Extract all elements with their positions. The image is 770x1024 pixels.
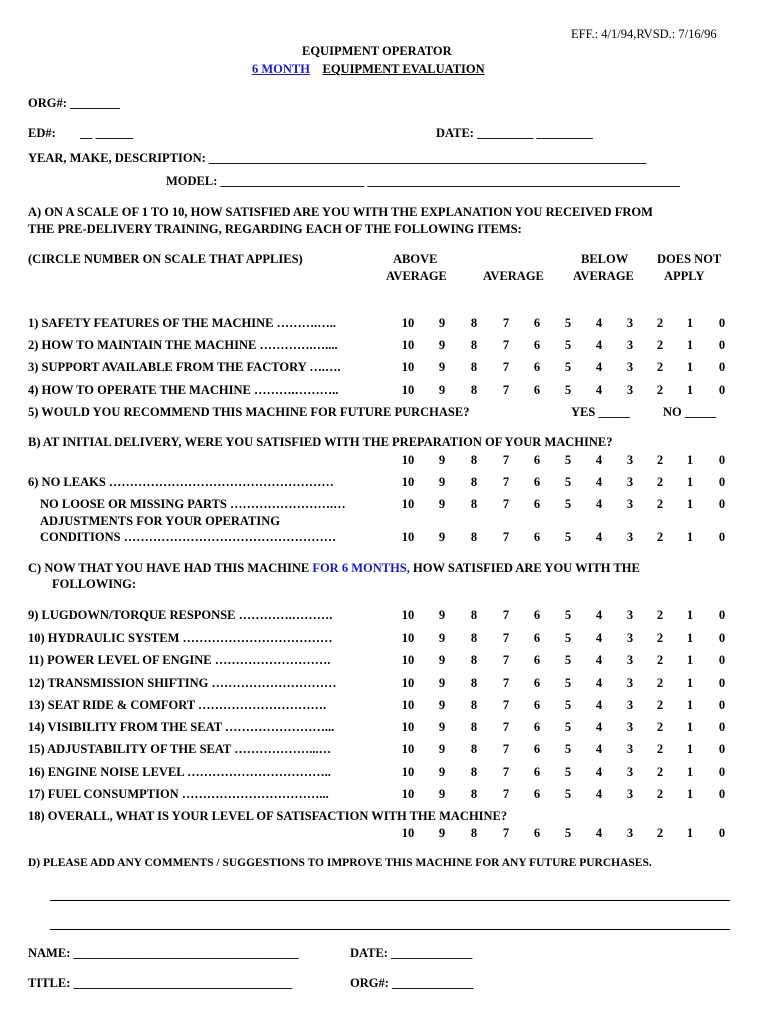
rating-option-3[interactable]: 3 bbox=[626, 765, 634, 779]
rating-option-9[interactable]: 9 bbox=[438, 698, 446, 712]
rating-option-7[interactable]: 7 bbox=[502, 316, 510, 330]
rating-option-4[interactable]: 4 bbox=[595, 338, 603, 352]
section-d-heading: D) PLEASE ADD ANY COMMENTS / SUGGESTIONS TO IMPROVE THIS MACHINE FOR ANY FUTURE PURCHASES. bbox=[28, 857, 652, 869]
rating-option-8[interactable]: 8 bbox=[470, 453, 478, 467]
rating-option-6[interactable]: 6 bbox=[533, 383, 541, 397]
subtitle-period: 6 MONTH bbox=[252, 62, 310, 76]
rating-option-1[interactable]: 1 bbox=[686, 383, 694, 397]
rating-option-1[interactable]: 1 bbox=[686, 631, 694, 645]
col-above-1: ABOVE bbox=[393, 252, 438, 266]
rating-option-10[interactable]: 10 bbox=[401, 742, 415, 756]
question-16: 16) ENGINE NOISE LEVEL …………………………….. bbox=[28, 765, 331, 779]
rating-option-7[interactable]: 7 bbox=[502, 742, 510, 756]
rating-option-0[interactable]: 0 bbox=[718, 826, 726, 840]
rating-option-5[interactable]: 5 bbox=[564, 765, 572, 779]
rating-option-6[interactable]: 6 bbox=[533, 698, 541, 712]
rating-option-8[interactable]: 8 bbox=[470, 316, 478, 330]
rating-option-4[interactable]: 4 bbox=[595, 383, 603, 397]
rating-option-7[interactable]: 7 bbox=[502, 676, 510, 690]
rating-option-4[interactable]: 4 bbox=[595, 453, 603, 467]
rating-option-5[interactable]: 5 bbox=[564, 698, 572, 712]
question-4: 4) HOW TO OPERATE THE MACHINE ……….……….. bbox=[28, 383, 339, 397]
rating-option-2[interactable]: 2 bbox=[656, 698, 664, 712]
rating-option-8[interactable]: 8 bbox=[470, 765, 478, 779]
col-na-2: APPLY bbox=[664, 269, 705, 283]
rating-option-5[interactable]: 5 bbox=[564, 631, 572, 645]
rating-option-0[interactable]: 0 bbox=[718, 338, 726, 352]
rating-option-0[interactable]: 0 bbox=[718, 497, 726, 511]
rating-option-5[interactable]: 5 bbox=[564, 608, 572, 622]
rating-option-2[interactable]: 2 bbox=[656, 742, 664, 756]
rating-option-10[interactable]: 10 bbox=[401, 453, 415, 467]
rating-option-4[interactable]: 4 bbox=[595, 653, 603, 667]
rating-option-3[interactable]: 3 bbox=[626, 720, 634, 734]
subtitle-rest: EQUIPMENT EVALUATION bbox=[322, 62, 485, 76]
rating-option-3[interactable]: 3 bbox=[626, 742, 634, 756]
question-1: 1) SAFETY FEATURES OF THE MACHINE ……….….. bbox=[28, 316, 337, 330]
rating-option-2[interactable]: 2 bbox=[656, 453, 664, 467]
rating-option-0[interactable]: 0 bbox=[718, 787, 726, 801]
rating-option-3[interactable]: 3 bbox=[626, 383, 634, 397]
rating-option-9[interactable]: 9 bbox=[438, 383, 446, 397]
rating-option-10[interactable]: 10 bbox=[401, 475, 415, 489]
ed-label: ED#: bbox=[28, 126, 56, 140]
rating-option-7[interactable]: 7 bbox=[502, 653, 510, 667]
rating-option-8[interactable]: 8 bbox=[470, 742, 478, 756]
rating-option-5[interactable]: 5 bbox=[564, 475, 572, 489]
rating-option-1[interactable]: 1 bbox=[686, 787, 694, 801]
rating-option-6[interactable]: 6 bbox=[533, 608, 541, 622]
rating-option-0[interactable]: 0 bbox=[718, 475, 726, 489]
rating-option-5[interactable]: 5 bbox=[564, 360, 572, 374]
org-field[interactable]: ORG#: ________ bbox=[28, 96, 121, 110]
rating-option-0[interactable]: 0 bbox=[718, 720, 726, 734]
rating-option-8[interactable]: 8 bbox=[470, 338, 478, 352]
col-average: AVERAGE bbox=[483, 269, 544, 283]
rating-option-5[interactable]: 5 bbox=[564, 530, 572, 544]
date-field[interactable]: DATE: _________ _________ bbox=[436, 126, 593, 140]
rating-option-9[interactable]: 9 bbox=[438, 530, 446, 544]
rating-option-6[interactable]: 6 bbox=[533, 742, 541, 756]
rating-option-10[interactable]: 10 bbox=[401, 698, 415, 712]
question-9: 9) LUGDOWN/TORQUE RESPONSE ………….………. bbox=[28, 608, 333, 622]
section-a-heading-2: THE PRE-DELIVERY TRAINING, REGARDING EACH OF THE FOLLOWING ITEMS: bbox=[28, 222, 522, 236]
rating-option-10[interactable]: 10 bbox=[401, 720, 415, 734]
rating-option-1[interactable]: 1 bbox=[686, 698, 694, 712]
rating-option-0[interactable]: 0 bbox=[718, 608, 726, 622]
title-field[interactable]: TITLE: ___________________________________ bbox=[28, 976, 293, 990]
rating-option-1[interactable]: 1 bbox=[686, 720, 694, 734]
q5-no-option[interactable]: NO _____ bbox=[663, 405, 717, 419]
rating-option-2[interactable]: 2 bbox=[656, 530, 664, 544]
rating-option-6[interactable]: 6 bbox=[533, 765, 541, 779]
rating-option-3[interactable]: 3 bbox=[626, 338, 634, 352]
question-8-line-2: CONDITIONS …………………………………………… bbox=[40, 530, 337, 544]
rating-option-5[interactable]: 5 bbox=[564, 383, 572, 397]
col-below-2: AVERAGE bbox=[573, 269, 634, 283]
rating-option-8[interactable]: 8 bbox=[470, 826, 478, 840]
rating-option-7[interactable]: 7 bbox=[502, 608, 510, 622]
rating-option-7[interactable]: 7 bbox=[502, 453, 510, 467]
rating-option-4[interactable]: 4 bbox=[595, 475, 603, 489]
rating-option-3[interactable]: 3 bbox=[626, 631, 634, 645]
rating-option-4[interactable]: 4 bbox=[595, 631, 603, 645]
rating-option-3[interactable]: 3 bbox=[626, 316, 634, 330]
rating-option-4[interactable]: 4 bbox=[595, 497, 603, 511]
rating-option-2[interactable]: 2 bbox=[656, 653, 664, 667]
rating-option-1[interactable]: 1 bbox=[686, 475, 694, 489]
rating-option-9[interactable]: 9 bbox=[438, 360, 446, 374]
rating-option-1[interactable]: 1 bbox=[686, 676, 694, 690]
rating-option-1[interactable]: 1 bbox=[686, 530, 694, 544]
question-8-line-1: ADJUSTMENTS FOR YOUR OPERATING bbox=[40, 514, 280, 528]
rating-option-4[interactable]: 4 bbox=[595, 360, 603, 374]
rating-option-8[interactable]: 8 bbox=[470, 787, 478, 801]
rating-option-10[interactable]: 10 bbox=[401, 608, 415, 622]
rating-option-6[interactable]: 6 bbox=[533, 453, 541, 467]
rating-option-2[interactable]: 2 bbox=[656, 383, 664, 397]
rating-option-9[interactable]: 9 bbox=[438, 720, 446, 734]
rating-option-6[interactable]: 6 bbox=[533, 360, 541, 374]
rating-option-2[interactable]: 2 bbox=[656, 631, 664, 645]
rating-option-3[interactable]: 3 bbox=[626, 826, 634, 840]
rating-option-9[interactable]: 9 bbox=[438, 608, 446, 622]
rating-option-2[interactable]: 2 bbox=[656, 765, 664, 779]
rating-option-3[interactable]: 3 bbox=[626, 608, 634, 622]
rating-option-7[interactable]: 7 bbox=[502, 720, 510, 734]
rating-option-0[interactable]: 0 bbox=[718, 742, 726, 756]
rating-option-6[interactable]: 6 bbox=[533, 530, 541, 544]
question-10: 10) HYDRAULIC SYSTEM ……………………………… bbox=[28, 631, 333, 645]
rating-option-0[interactable]: 0 bbox=[718, 631, 726, 645]
rating-option-6[interactable]: 6 bbox=[533, 826, 541, 840]
rating-option-7[interactable]: 7 bbox=[502, 383, 510, 397]
rating-option-3[interactable]: 3 bbox=[626, 676, 634, 690]
rating-option-10[interactable]: 10 bbox=[401, 826, 415, 840]
name-field[interactable]: NAME: ____________________________________ bbox=[28, 946, 299, 960]
rating-option-8[interactable]: 8 bbox=[470, 497, 478, 511]
model-field[interactable]: MODEL: _______________________ __________________________________________________ bbox=[166, 174, 680, 188]
question-2: 2) HOW TO MAINTAIN THE MACHINE ………….….... bbox=[28, 338, 338, 352]
form-title: EQUIPMENT OPERATOR bbox=[302, 44, 452, 58]
rating-option-7[interactable]: 7 bbox=[502, 497, 510, 511]
rating-option-1[interactable]: 1 bbox=[686, 316, 694, 330]
rating-option-6[interactable]: 6 bbox=[533, 338, 541, 352]
rating-option-4[interactable]: 4 bbox=[595, 720, 603, 734]
question-17: 17) FUEL CONSUMPTION ……………………………... bbox=[28, 787, 329, 801]
rating-option-0[interactable]: 0 bbox=[718, 453, 726, 467]
col-na-1: DOES NOT bbox=[657, 252, 722, 266]
question-18: 18) OVERALL, WHAT IS YOUR LEVEL OF SATISFACTION WITH THE MACHINE? bbox=[28, 809, 508, 823]
rating-option-7[interactable]: 7 bbox=[502, 826, 510, 840]
rating-option-5[interactable]: 5 bbox=[564, 316, 572, 330]
rating-option-9[interactable]: 9 bbox=[438, 676, 446, 690]
rating-option-0[interactable]: 0 bbox=[718, 653, 726, 667]
rating-option-10[interactable]: 10 bbox=[401, 316, 415, 330]
rating-option-4[interactable]: 4 bbox=[595, 676, 603, 690]
comment-line-1[interactable] bbox=[50, 900, 730, 901]
section-c-highlight: FOR 6 MONTHS, bbox=[312, 561, 410, 575]
rating-option-4[interactable]: 4 bbox=[595, 787, 603, 801]
rating-option-1[interactable]: 1 bbox=[686, 497, 694, 511]
rating-option-10[interactable]: 10 bbox=[401, 360, 415, 374]
rating-option-10[interactable]: 10 bbox=[401, 787, 415, 801]
section-c-heading-2: FOLLOWING: bbox=[52, 577, 137, 591]
col-below-1: BELOW bbox=[581, 252, 629, 266]
rating-option-5[interactable]: 5 bbox=[564, 826, 572, 840]
rating-option-7[interactable]: 7 bbox=[502, 530, 510, 544]
rating-option-8[interactable]: 8 bbox=[470, 530, 478, 544]
rating-option-1[interactable]: 1 bbox=[686, 453, 694, 467]
rating-option-0[interactable]: 0 bbox=[718, 530, 726, 544]
rating-option-7[interactable]: 7 bbox=[502, 360, 510, 374]
rating-option-9[interactable]: 9 bbox=[438, 826, 446, 840]
scale-instruction: (CIRCLE NUMBER ON SCALE THAT APPLIES) bbox=[28, 252, 303, 266]
rating-option-5[interactable]: 5 bbox=[564, 653, 572, 667]
rating-option-7[interactable]: 7 bbox=[502, 765, 510, 779]
rating-option-0[interactable]: 0 bbox=[718, 383, 726, 397]
footer-org-field[interactable]: ORG#: _____________ bbox=[350, 976, 474, 990]
rating-option-6[interactable]: 6 bbox=[533, 475, 541, 489]
rating-option-1[interactable]: 1 bbox=[686, 338, 694, 352]
rating-option-8[interactable]: 8 bbox=[470, 676, 478, 690]
ed-field[interactable]: __ ______ bbox=[80, 126, 134, 140]
rating-option-9[interactable]: 9 bbox=[438, 765, 446, 779]
rating-option-0[interactable]: 0 bbox=[718, 316, 726, 330]
rating-option-5[interactable]: 5 bbox=[564, 497, 572, 511]
rating-option-2[interactable]: 2 bbox=[656, 360, 664, 374]
rating-option-9[interactable]: 9 bbox=[438, 742, 446, 756]
rating-option-10[interactable]: 10 bbox=[401, 676, 415, 690]
rating-option-6[interactable]: 6 bbox=[533, 631, 541, 645]
question-12: 12) TRANSMISSION SHIFTING ………………………… bbox=[28, 676, 337, 690]
effective-date: EFF.: 4/1/94,RVSD.: 7/16/96 bbox=[571, 27, 717, 41]
question-3: 3) SUPPORT AVAILABLE FROM THE FACTORY ….…. bbox=[28, 360, 341, 374]
rating-option-9[interactable]: 9 bbox=[438, 787, 446, 801]
rating-option-4[interactable]: 4 bbox=[595, 316, 603, 330]
rating-option-8[interactable]: 8 bbox=[470, 720, 478, 734]
rating-option-3[interactable]: 3 bbox=[626, 497, 634, 511]
rating-option-6[interactable]: 6 bbox=[533, 653, 541, 667]
rating-option-5[interactable]: 5 bbox=[564, 453, 572, 467]
rating-option-3[interactable]: 3 bbox=[626, 787, 634, 801]
rating-option-2[interactable]: 2 bbox=[656, 720, 664, 734]
rating-option-8[interactable]: 8 bbox=[470, 475, 478, 489]
section-b-heading: B) AT INITIAL DELIVERY, WERE YOU SATISFIED WITH THE PREPARATION OF YOUR MACHINE? bbox=[28, 435, 613, 449]
rating-option-8[interactable]: 8 bbox=[470, 631, 478, 645]
rating-option-10[interactable]: 10 bbox=[401, 653, 415, 667]
rating-option-9[interactable]: 9 bbox=[438, 653, 446, 667]
rating-option-9[interactable]: 9 bbox=[438, 338, 446, 352]
rating-option-1[interactable]: 1 bbox=[686, 360, 694, 374]
rating-option-6[interactable]: 6 bbox=[533, 720, 541, 734]
rating-option-2[interactable]: 2 bbox=[656, 787, 664, 801]
rating-option-10[interactable]: 10 bbox=[401, 383, 415, 397]
rating-option-9[interactable]: 9 bbox=[438, 316, 446, 330]
rating-option-3[interactable]: 3 bbox=[626, 475, 634, 489]
rating-option-9[interactable]: 9 bbox=[438, 453, 446, 467]
rating-option-4[interactable]: 4 bbox=[595, 698, 603, 712]
rating-option-2[interactable]: 2 bbox=[656, 826, 664, 840]
rating-option-0[interactable]: 0 bbox=[718, 698, 726, 712]
question-7: NO LOOSE OR MISSING PARTS …………………….… bbox=[40, 497, 346, 511]
rating-option-7[interactable]: 7 bbox=[502, 787, 510, 801]
rating-option-8[interactable]: 8 bbox=[470, 653, 478, 667]
rating-option-10[interactable]: 10 bbox=[401, 338, 415, 352]
q5-yes-option[interactable]: YES _____ bbox=[571, 405, 630, 419]
rating-option-1[interactable]: 1 bbox=[686, 765, 694, 779]
section-c-heading-pre: C) NOW THAT YOU HAVE HAD THIS MACHINE bbox=[28, 561, 313, 575]
rating-option-5[interactable]: 5 bbox=[564, 742, 572, 756]
rating-option-9[interactable]: 9 bbox=[438, 497, 446, 511]
rating-option-0[interactable]: 0 bbox=[718, 676, 726, 690]
rating-option-4[interactable]: 4 bbox=[595, 765, 603, 779]
rating-option-8[interactable]: 8 bbox=[470, 360, 478, 374]
question-5: 5) WOULD YOU RECOMMEND THIS MACHINE FOR FUTURE PURCHASE? bbox=[28, 405, 470, 419]
rating-option-2[interactable]: 2 bbox=[656, 475, 664, 489]
rating-option-2[interactable]: 2 bbox=[656, 497, 664, 511]
rating-option-4[interactable]: 4 bbox=[595, 826, 603, 840]
year-make-field[interactable]: YEAR, MAKE, DESCRIPTION: ______________________________________________________________________ bbox=[28, 151, 647, 165]
rating-option-4[interactable]: 4 bbox=[595, 742, 603, 756]
rating-option-5[interactable]: 5 bbox=[564, 787, 572, 801]
section-a-heading-1: A) ON A SCALE OF 1 TO 10, HOW SATISFIED ARE YOU WITH THE EXPLANATION YOU RECEIVED FROM bbox=[28, 205, 653, 219]
rating-option-6[interactable]: 6 bbox=[533, 497, 541, 511]
rating-option-2[interactable]: 2 bbox=[656, 676, 664, 690]
question-14: 14) VISIBILITY FROM THE SEAT ……………………... bbox=[28, 720, 335, 734]
rating-option-5[interactable]: 5 bbox=[564, 720, 572, 734]
rating-option-0[interactable]: 0 bbox=[718, 765, 726, 779]
rating-option-7[interactable]: 7 bbox=[502, 698, 510, 712]
rating-option-10[interactable]: 10 bbox=[401, 631, 415, 645]
rating-option-8[interactable]: 8 bbox=[470, 608, 478, 622]
rating-option-0[interactable]: 0 bbox=[718, 360, 726, 374]
rating-option-1[interactable]: 1 bbox=[686, 653, 694, 667]
rating-option-3[interactable]: 3 bbox=[626, 530, 634, 544]
rating-option-3[interactable]: 3 bbox=[626, 698, 634, 712]
question-6: 6) NO LEAKS ……………………………………………… bbox=[28, 475, 334, 489]
footer-date-field[interactable]: DATE: _____________ bbox=[350, 946, 473, 960]
rating-option-2[interactable]: 2 bbox=[656, 608, 664, 622]
rating-option-10[interactable]: 10 bbox=[401, 765, 415, 779]
rating-option-3[interactable]: 3 bbox=[626, 360, 634, 374]
rating-option-4[interactable]: 4 bbox=[595, 530, 603, 544]
rating-option-5[interactable]: 5 bbox=[564, 676, 572, 690]
question-15: 15) ADJUSTABILITY OF THE SEAT ………………...… bbox=[28, 742, 332, 756]
rating-option-5[interactable]: 5 bbox=[564, 338, 572, 352]
form-subtitle bbox=[252, 62, 485, 77]
rating-option-9[interactable]: 9 bbox=[438, 475, 446, 489]
rating-option-6[interactable]: 6 bbox=[533, 787, 541, 801]
rating-option-7[interactable]: 7 bbox=[502, 475, 510, 489]
question-11: 11) POWER LEVEL OF ENGINE ………………………. bbox=[28, 653, 331, 667]
rating-option-8[interactable]: 8 bbox=[470, 698, 478, 712]
rating-option-6[interactable]: 6 bbox=[533, 316, 541, 330]
rating-option-7[interactable]: 7 bbox=[502, 631, 510, 645]
rating-option-7[interactable]: 7 bbox=[502, 338, 510, 352]
rating-option-3[interactable]: 3 bbox=[626, 653, 634, 667]
section-c-heading bbox=[28, 561, 640, 576]
rating-option-1[interactable]: 1 bbox=[686, 608, 694, 622]
rating-option-1[interactable]: 1 bbox=[686, 826, 694, 840]
rating-option-9[interactable]: 9 bbox=[438, 631, 446, 645]
rating-option-6[interactable]: 6 bbox=[533, 676, 541, 690]
rating-option-10[interactable]: 10 bbox=[401, 530, 415, 544]
rating-option-4[interactable]: 4 bbox=[595, 608, 603, 622]
rating-option-3[interactable]: 3 bbox=[626, 453, 634, 467]
rating-option-2[interactable]: 2 bbox=[656, 316, 664, 330]
rating-option-1[interactable]: 1 bbox=[686, 742, 694, 756]
section-c-heading-post: HOW SATISFIED ARE YOU WITH THE bbox=[409, 561, 640, 575]
question-13: 13) SEAT RIDE & COMFORT …………………………. bbox=[28, 698, 327, 712]
rating-option-2[interactable]: 2 bbox=[656, 338, 664, 352]
rating-option-8[interactable]: 8 bbox=[470, 383, 478, 397]
comment-line-2[interactable] bbox=[50, 929, 730, 930]
rating-option-10[interactable]: 10 bbox=[401, 497, 415, 511]
col-above-2: AVERAGE bbox=[386, 269, 447, 283]
